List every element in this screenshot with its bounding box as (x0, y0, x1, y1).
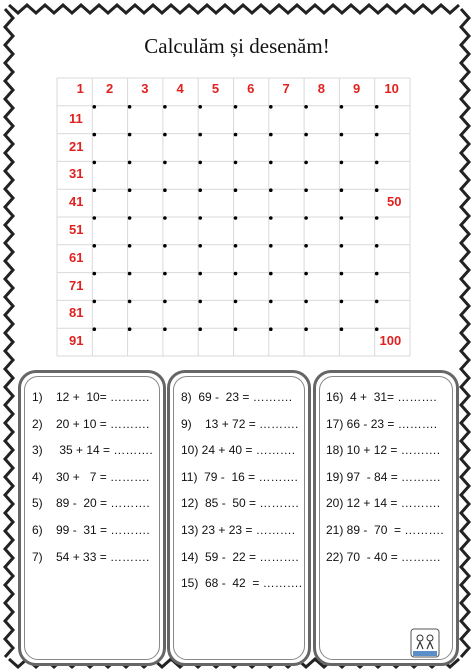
exercise-item: 10) 24 + 40 = ………. (181, 443, 296, 458)
grid-dot (375, 133, 379, 137)
grid-left-label: 31 (69, 166, 84, 182)
grid-top-label: 6 (247, 81, 255, 96)
grid-dot (269, 300, 273, 304)
grid-dot (375, 216, 379, 220)
exercise-item: 19) 97 - 84 = ………. (326, 469, 441, 484)
grid-dot (234, 300, 238, 304)
grid-dot (234, 244, 238, 248)
grid-left-label: 61 (69, 249, 84, 265)
exercise-item: 12) 85 - 50 = ………. (181, 496, 299, 511)
grid-dot (234, 133, 238, 137)
grid-dot (198, 105, 202, 109)
grid-dot (234, 161, 238, 165)
grid-dot (163, 327, 167, 331)
exercise-item: 16) 4 + 31= ………. (326, 390, 437, 404)
grid-dot (198, 300, 202, 304)
exercise-item: 7) 54 + 33 = ………. (32, 549, 150, 564)
grid-top-label: 2 (105, 81, 114, 96)
grid-left-label: 41 (69, 194, 84, 210)
grid-dot (375, 188, 379, 192)
grid-top-label: 3 (141, 81, 149, 96)
grid-dot (234, 188, 238, 192)
grid-dot (234, 327, 238, 331)
grid-dot (128, 188, 132, 192)
grid-top-label: 1 (76, 81, 84, 96)
grid-dot (128, 327, 132, 331)
grid-dot (269, 188, 273, 192)
grid-dot (128, 300, 132, 304)
grid-left-label: 71 (69, 277, 84, 293)
grid-dot (340, 133, 344, 137)
exercise-item: 14) 59 - 22 = ………. (181, 549, 299, 564)
exercise-item: 11) 79 - 16 = ………. (181, 469, 298, 484)
grid-dot (198, 216, 202, 220)
grid-dot (198, 133, 202, 137)
grid-dot (269, 105, 273, 109)
exercise-panel-3 (313, 370, 459, 666)
page-title: Calculăm și desenăm! (144, 34, 330, 58)
grid-dot (234, 105, 238, 109)
grid-dot (128, 161, 132, 165)
grid-dot (163, 188, 167, 192)
grid-dot (198, 327, 202, 331)
grid-dot (375, 272, 379, 276)
grid-dot (304, 327, 308, 331)
grid-dot (93, 188, 97, 192)
grid-dot (269, 272, 273, 276)
grid-dot (340, 105, 344, 109)
exercise-item: 4) 30 + 7 = ………. (32, 469, 150, 484)
grid-dot (304, 300, 308, 304)
grid-dot (93, 133, 97, 137)
grid-dot (128, 133, 132, 137)
grid-left-label: 91 (69, 333, 84, 349)
grid-dot (163, 161, 167, 165)
grid-dot (340, 216, 344, 220)
grid-dot (340, 244, 344, 248)
grid-dot (340, 188, 344, 192)
grid-left-label: 11 (69, 110, 83, 126)
grid-top-label: 7 (282, 81, 290, 96)
grid-dot (198, 244, 202, 248)
grid-left-label: 81 (69, 305, 84, 321)
clasamea-logo (410, 628, 440, 658)
grid-dot (375, 161, 379, 165)
grid-dot (269, 133, 273, 137)
exercise-item: 8) 69 - 23 = ………. (181, 390, 293, 404)
exercise-item: 6) 99 - 31 = ………. (32, 523, 150, 537)
grid-left-label: 21 (69, 138, 84, 154)
grid-dot (163, 300, 167, 304)
grid-dot (375, 327, 379, 331)
exercise-item: 18) 10 + 12 = ………. (326, 443, 441, 458)
grid-dot (163, 244, 167, 248)
grid-dot (304, 216, 308, 220)
grid-dot (269, 216, 273, 220)
grid-top-label: 9 (353, 81, 361, 96)
grid-right-label: 50 (387, 194, 402, 210)
grid-dot (234, 272, 238, 276)
grid-dot (269, 244, 273, 248)
grid-dot (128, 216, 132, 220)
exercise-item: 22) 70 - 40 = ………. (326, 549, 441, 564)
grid-dot (340, 272, 344, 276)
grid-dot (269, 327, 273, 331)
grid-top-label: 5 (211, 81, 220, 96)
grid-dot (93, 327, 97, 331)
grid-dot (340, 161, 344, 165)
grid-dot (269, 161, 273, 165)
grid-dot (163, 272, 167, 276)
grid-dot (340, 327, 344, 331)
grid-dot (198, 188, 202, 192)
grid-top-label: 8 (317, 81, 325, 96)
grid-top-label: 10 (384, 81, 399, 96)
grid-dot (304, 188, 308, 192)
grid-dot (304, 272, 308, 276)
grid-dot (163, 216, 167, 220)
exercise-item: 1) 12 + 10= ………. (32, 390, 150, 404)
exercise-item: 13) 23 + 23 = ………. (181, 523, 296, 537)
exercise-item: 20) 12 + 14 = ………. (326, 496, 441, 511)
grid-top-label: 4 (176, 81, 184, 96)
grid-dot (304, 244, 308, 248)
exercise-panel-2 (167, 370, 311, 666)
exercise-item: 17) 66 - 23 = ………. (326, 416, 438, 431)
grid-dot (340, 300, 344, 304)
grid-dot (93, 272, 97, 276)
grid-dot (234, 216, 238, 220)
grid-dot (163, 105, 167, 109)
grid-dot (375, 105, 379, 109)
exercise-item: 2) 20 + 10 = ………. (32, 416, 150, 431)
grid-dot (93, 161, 97, 165)
grid-dot (93, 105, 97, 109)
grid-left-label: 51 (69, 222, 84, 237)
exercise-item: 3) 35 + 14 = ………. (32, 443, 153, 458)
grid-dot (304, 161, 308, 165)
grid-dot (304, 133, 308, 137)
grid-dot (375, 300, 379, 304)
grid-right-label: 100 (379, 333, 402, 349)
grid-dot (128, 105, 132, 109)
exercise-panel-1 (18, 370, 166, 666)
exercise-item: 15) 68 - 42 = ………. (181, 576, 303, 591)
grid-dot (93, 244, 97, 248)
grid-dot (304, 105, 308, 109)
grid-dot (163, 133, 167, 137)
grid-dot (375, 244, 379, 248)
grid-dot (198, 272, 202, 276)
grid-dot (128, 272, 132, 276)
grid-dot (93, 216, 97, 220)
exercise-item: 21) 89 - 70 = ………. (326, 523, 444, 537)
grid-dot (93, 300, 97, 304)
grid-dot (128, 244, 132, 248)
grid-dot (198, 161, 202, 165)
exercise-item: 5) 89 - 20 = ………. (32, 496, 150, 511)
exercise-item: 9) 13 + 72 = ………. (181, 416, 299, 431)
